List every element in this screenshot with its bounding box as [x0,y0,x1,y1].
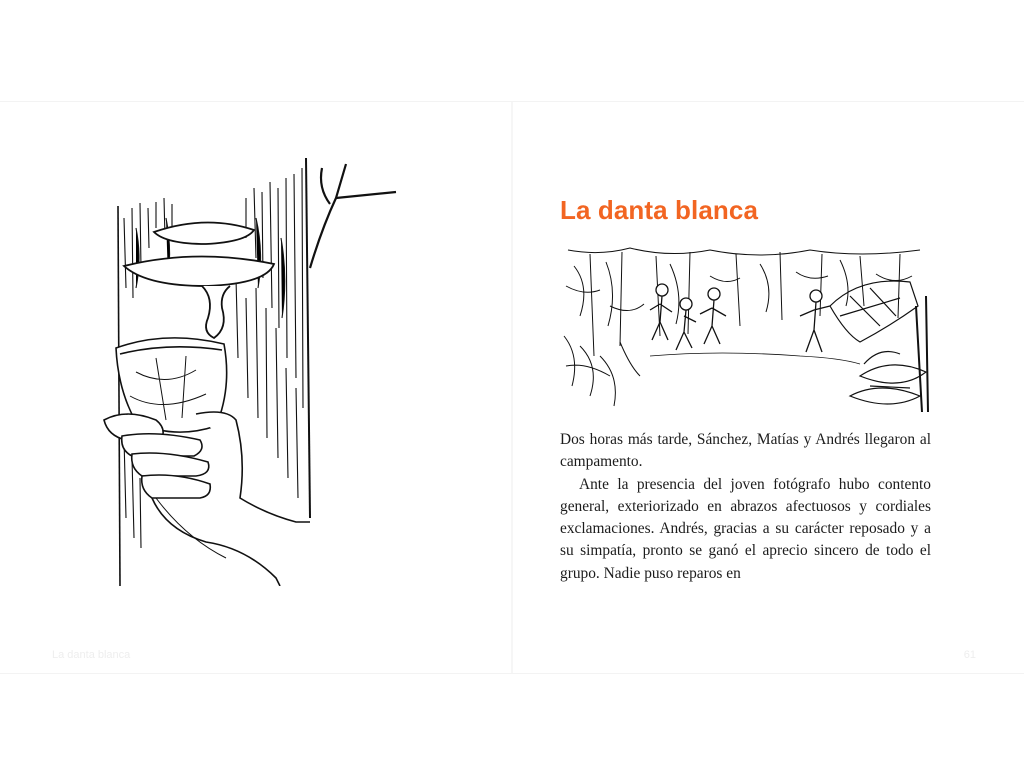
jungle-trees [564,248,920,406]
shelf-fungus [124,222,274,338]
hand [104,412,310,586]
hand-cup-tree-illustration [96,158,412,586]
net-shape [830,281,918,342]
twig [310,164,396,268]
ground-line [650,353,860,364]
foreground-leaves [850,296,928,412]
right-page [513,102,1024,673]
body-text [560,429,931,585]
book-spread [0,101,1024,674]
left-page [0,102,511,673]
jungle-scene-illustration [560,246,932,412]
paragraph-1: Dos horas más tarde, Sánchez, Matías y Andrés llegaron al campamento. [560,431,931,471]
page-number: 61 [963,649,976,661]
paragraph-2: Ante la presencia del joven fotógrafo hubo contento general, exteriorizado en abrazos afectuosos y cordiales exclamaciones. Andrés, gracias a su carácter reposado y a su simpatía, pronto se ganó el aprecio sincero de todo el grupo. Nadie puso reparos en [560,475,931,582]
running-head: La danta blanca [52,649,131,661]
chapter-title: La danta blanca [560,195,758,225]
